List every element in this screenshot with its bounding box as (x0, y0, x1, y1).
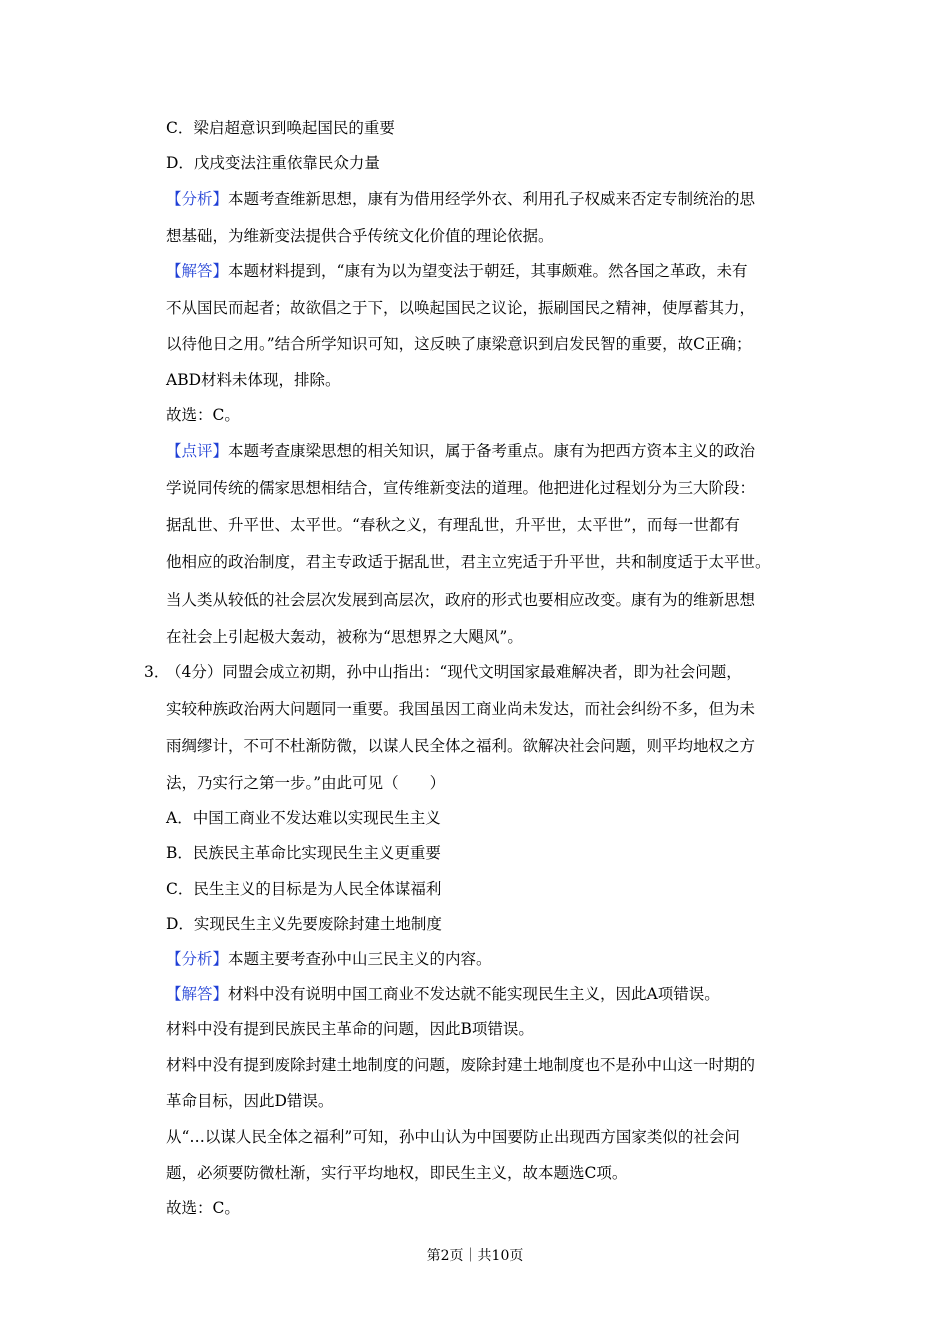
q3-answer-line: 材料中没有提到废除封建土地制度的问题，废除封建土地制度也不是孙中山这一时期的 (166, 1056, 756, 1074)
analysis-text: 本题主要考查孙中山三民主义的内容。 (228, 950, 492, 968)
q2-option-d: D．戊戌变法注重依靠民众力量 (166, 154, 380, 172)
q2-comment-line: 当人类从较低的社会层次发展到高层次，政府的形式也要相应改变。康有为的维新思想 (166, 591, 756, 609)
q2-comment-line: 在社会上引起极大轰动，被称为“思想界之大飓风”。 (166, 628, 523, 646)
q2-option-c: C．梁启超意识到唤起国民的重要 (166, 119, 395, 137)
comment-tag: 【点评】 (166, 442, 229, 460)
q2-comment-line: 学说同传统的儒家思想相结合，宣传维新变法的道理。他把进化过程划分为三大阶段： (166, 479, 756, 497)
q3-answer-line: 革命目标，因此D错误。 (166, 1092, 334, 1110)
q3-choice: 故选：C。 (166, 1199, 240, 1217)
answer-text: 材料中没有说明中国工商业不发达就不能实现民生主义，因此A项错误。 (228, 985, 720, 1003)
q3-option-b: B．民族民主革命比实现民生主义更重要 (166, 844, 441, 862)
page-footer: 第2页｜共10页 (426, 1248, 524, 1264)
q3-option-a: A．中国工商业不发达难以实现民生主义 (166, 809, 441, 827)
q2-choice: 故选：C。 (166, 406, 240, 424)
q3-stem-line: （4分）同盟会成立初期，孙中山指出：“现代文明国家最难解决者，即为社会问题， (166, 663, 742, 681)
q2-answer-line: 以待他日之用。”结合所学知识可知，这反映了康梁意识到启发民智的重要，故C正确； (166, 335, 752, 353)
analysis-tag: 【分析】 (166, 950, 229, 968)
q2-comment-line: 他相应的政治制度，君主专政适于据乱世，君主立宪适于升平世，共和制度适于太平世。 (166, 553, 771, 571)
q2-comment-line (166, 441, 755, 461)
answer-tag: 【解答】 (166, 262, 229, 280)
q3-option-c: C．民生主义的目标是为人民全体谋福利 (166, 880, 442, 898)
analysis-text: 本题考查维新思想，康有为借用经学外衣、利用孔子权威来否定专制统治的思 (228, 190, 756, 208)
analysis-tag: 【分析】 (166, 190, 229, 208)
q3-stem-line: 实较种族政治两大问题同一重要。我国虽因工商业尚未发达，而社会纠纷不多，但为未 (166, 700, 756, 718)
q3-answer-line: 从“…以谋人民全体之福利”可知，孙中山认为中国要防止出现西方国家类似的社会问 (166, 1128, 740, 1146)
q2-analysis-line (166, 189, 755, 209)
q2-answer-line (166, 261, 747, 281)
answer-text: 本题材料提到，“康有为以为望变法于朝廷，其事颇难。然各国之革政，未有 (228, 262, 748, 280)
answer-tag: 【解答】 (166, 985, 229, 1003)
comment-text: 本题考查康梁思想的相关知识，属于备考重点。康有为把西方资本主义的政治 (228, 442, 756, 460)
q2-answer-line: 不从国民而起者；故欲倡之于下，以唤起国民之议论，振刷国民之精神，使厚蓄其力， (166, 299, 756, 317)
q3-stem-line: 法，乃实行之第一步。”由此可见（ ） (166, 774, 446, 792)
q3-analysis-line (166, 949, 492, 969)
q3-stem-line: 雨绸缪计，不可不杜渐防微，以谋人民全体之福利。欲解决社会问题，则平均地权之方 (166, 737, 756, 755)
q3-answer-line: 题，必须要防微杜渐，实行平均地权，即民生主义，故本题选C项。 (166, 1164, 628, 1182)
q3-answer-line: 材料中没有提到民族民主革命的问题，因此B项错误。 (166, 1020, 534, 1038)
q3-number: 3． (144, 663, 170, 681)
q2-comment-line: 据乱世、升平世、太平世。“春秋之义，有理乱世，升平世，太平世”，而每一世都有 (166, 516, 740, 534)
q2-analysis-line: 想基础，为维新变法提供合乎传统文化价值的理论依据。 (166, 227, 554, 245)
q3-answer-line (166, 984, 720, 1004)
q2-answer-line: ABD材料未体现，排除。 (166, 371, 341, 389)
q3-option-d: D．实现民生主义先要废除封建土地制度 (166, 915, 442, 933)
